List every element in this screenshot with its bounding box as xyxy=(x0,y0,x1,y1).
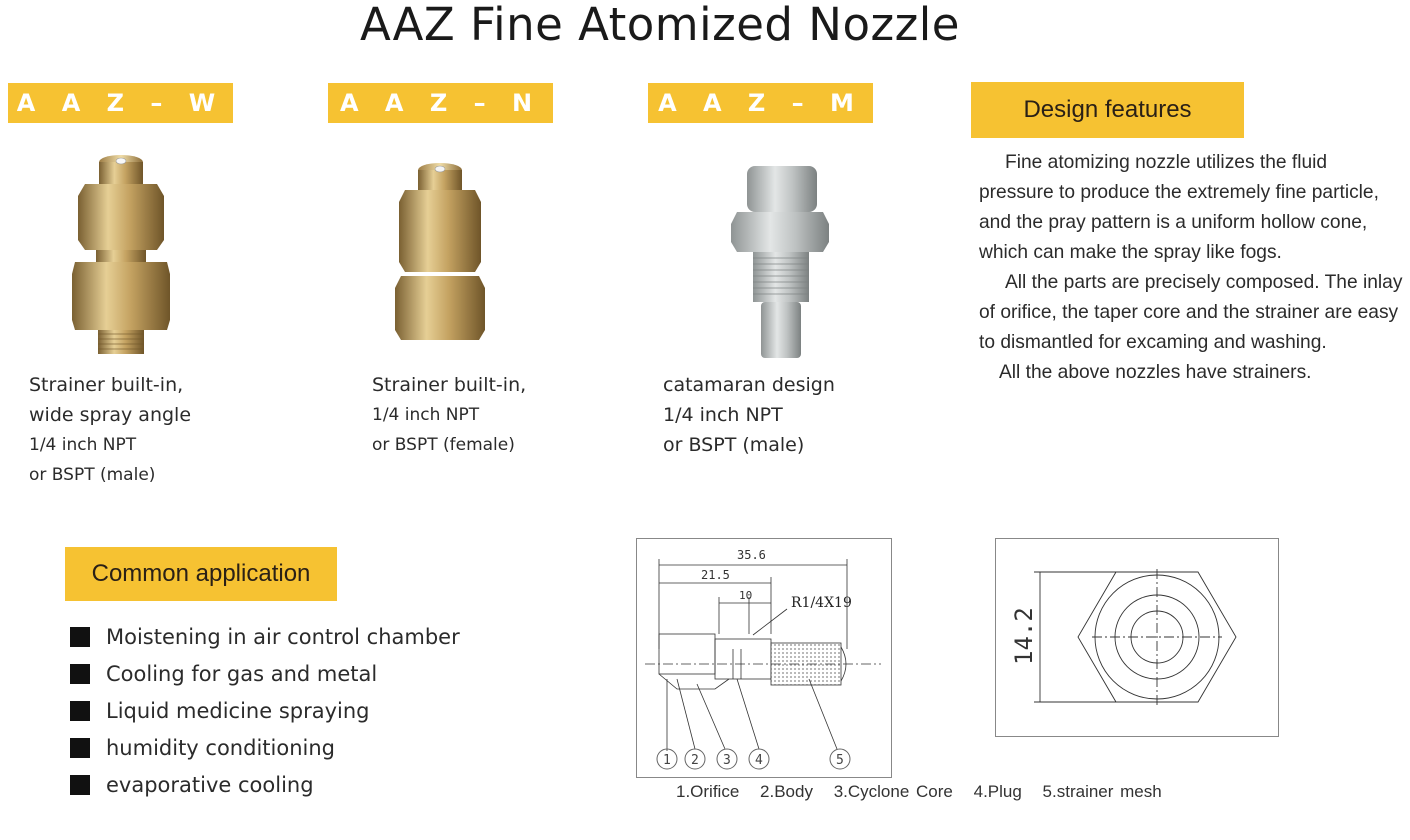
model-tab-aaz-n: A A Z – N xyxy=(328,83,553,123)
application-label: Cooling for gas and metal xyxy=(106,661,378,686)
caption-line: or BSPT (male) xyxy=(29,465,156,485)
design-features-heading: Design features xyxy=(971,82,1244,138)
application-label: evaporative cooling xyxy=(106,772,314,797)
caption-line: wide spray angle xyxy=(29,404,192,426)
caption-line: or BSPT (female) xyxy=(372,435,515,455)
legend-item: 5.strainer mesh xyxy=(1042,782,1162,801)
list-item xyxy=(70,692,460,729)
list-item xyxy=(70,655,460,692)
nozzle-aaz-w-image xyxy=(60,150,180,360)
caption-line: Strainer built-in, xyxy=(29,374,184,396)
dim-inner-label: 10 xyxy=(739,589,753,602)
list-item xyxy=(70,729,460,766)
caption-aaz-m xyxy=(663,370,835,460)
common-application-heading: Common application xyxy=(65,547,337,601)
page-title: AAZ Fine Atomized Nozzle xyxy=(360,0,960,51)
caption-line: catamaran design xyxy=(663,374,835,396)
thread-label: R1/4X19 xyxy=(791,595,852,611)
model-tab-aaz-m: A A Z – M xyxy=(648,83,873,123)
nozzle-aaz-m-image xyxy=(725,160,835,365)
caption-line: 1/4 inch NPT xyxy=(29,435,137,455)
legend-item: 2.Body xyxy=(760,782,813,801)
legend-item: 1.Orifice xyxy=(676,782,740,801)
design-features-text xyxy=(979,148,1405,388)
dim-hex-label: 14.2 xyxy=(1010,607,1038,665)
legend-item: 4.Plug xyxy=(973,782,1022,801)
square-bullet-icon xyxy=(70,775,90,795)
nozzle-aaz-n-image xyxy=(385,150,495,350)
part-number: 4 xyxy=(755,753,763,768)
application-label: Moistening in air control chamber xyxy=(106,624,460,649)
list-item xyxy=(70,618,460,655)
design-paragraph: All the parts are precisely composed. The inlay of orifice, the taper core and the strainer are easy to dismantled for excaming and washing. xyxy=(979,272,1403,353)
application-label: Liquid medicine spraying xyxy=(106,698,370,723)
list-item xyxy=(70,766,460,803)
caption-line: Strainer built-in, xyxy=(372,374,527,396)
section-drawing xyxy=(636,538,892,778)
part-number: 5 xyxy=(836,753,844,768)
part-number: 1 xyxy=(663,753,671,768)
legend-item: 3.Cyclone Core xyxy=(833,782,953,801)
design-paragraph: All the above nozzles have strainers. xyxy=(999,362,1312,383)
caption-aaz-w xyxy=(29,370,191,490)
square-bullet-icon xyxy=(70,627,90,647)
square-bullet-icon xyxy=(70,738,90,758)
dim-body-label: 21.5 xyxy=(701,568,730,582)
part-number: 3 xyxy=(723,753,731,768)
application-list xyxy=(70,618,460,803)
caption-aaz-n xyxy=(372,370,526,460)
caption-line: or BSPT (male) xyxy=(663,434,805,456)
square-bullet-icon xyxy=(70,664,90,684)
model-tab-aaz-w: A A Z – W xyxy=(8,83,233,123)
square-bullet-icon xyxy=(70,701,90,721)
caption-line: 1/4 inch NPT xyxy=(372,405,480,425)
design-paragraph: Fine atomizing nozzle utilizes the fluid pressure to produce the extremely fine particle, and the pray pattern is a uniform hollow cone, which can make the spray like fogs. xyxy=(979,152,1379,263)
caption-line: 1/4 inch NPT xyxy=(663,404,783,426)
part-number: 2 xyxy=(691,753,699,768)
end-view-drawing xyxy=(995,538,1279,737)
parts-legend xyxy=(676,782,1176,802)
dim-overall-label: 35.6 xyxy=(737,548,766,562)
application-label: humidity conditioning xyxy=(106,735,335,760)
